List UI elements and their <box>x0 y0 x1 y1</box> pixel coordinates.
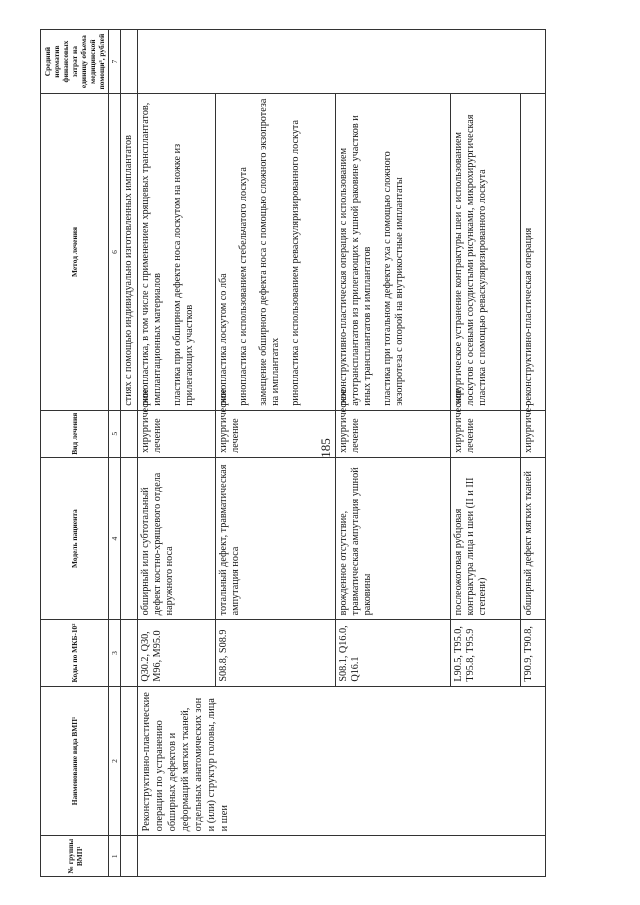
icd-codes: S08.1, Q16.0, Q16.1 <box>336 619 451 685</box>
col-number: 6 <box>109 93 121 410</box>
page-number: 185 <box>317 438 333 458</box>
treatment-method <box>336 93 451 410</box>
patient-model: тотальный дефект, травматическая ампутация носа <box>216 457 336 620</box>
icd-codes: S08.8, S08.9 <box>216 619 336 685</box>
treatment-method <box>451 93 521 410</box>
method-item: ринопластика с использованием стебельчатого лоскута <box>238 166 249 406</box>
col-number: 1 <box>109 835 121 876</box>
header-treatment-type: Вид лечения <box>41 410 109 457</box>
patient-model: врожденное отсутствие, травматическая ампутация ушной раковины <box>336 457 451 620</box>
group-number-cell <box>138 835 546 876</box>
method-item: пластика при тотальном дефекте уха с помощью сложного экзопротеза с опорой на внутрикостные имплантаты <box>382 150 405 406</box>
treatment-type: хирургическое лечение <box>138 410 216 457</box>
col-number: 5 <box>109 410 121 457</box>
method-item: ринопластика, в том числе с применением хрящевых трансплантатов, имплантационных материалов <box>140 102 163 406</box>
method-item: хирургическое устранение контрактуры шеи с использованием лоскутов с осевыми сосудистыми рисунками, микрохирургическая пластика с помощью реваскуляризированного лоскута <box>453 114 488 406</box>
treatment-method <box>521 93 546 410</box>
patient-model: обширный или субтотальный дефект костно-хрящевого отдела наружного носа <box>138 457 216 620</box>
vmp-table <box>40 29 546 877</box>
continuation-text: стиях с помощью индивидуально изготовленных имплантатов <box>121 93 138 410</box>
patient-model: обширный дефект мягких тканей <box>521 457 546 620</box>
treatment-method <box>138 93 216 410</box>
treatment-type: хирургическое лечение <box>336 410 451 457</box>
col-number: 7 <box>109 29 121 93</box>
method-item: ринопластика с использованием реваскуляризированного лоскута <box>290 119 301 406</box>
header-treatment-method: Метод лечения <box>41 93 109 410</box>
header-cost-standard: Средний норматив финансовых затрат на единицу объема медицинской помощи³, рублей <box>41 29 109 93</box>
icd-codes: T90.9, T90.8, <box>521 619 546 685</box>
header-patient-model: Модель пациента <box>41 457 109 620</box>
icd-codes: L90.5, T95.0, T95.8, T95.9 <box>451 619 521 685</box>
col-number: 2 <box>109 686 121 836</box>
treatment-method <box>216 93 336 410</box>
method-item: реконструктивно-пластическая операция с использованием аутотрансплантатов из прилегающих к ушной раковине участков и иных трансплантатов и имплантатов <box>338 114 373 406</box>
treatment-type: хирургиче- <box>521 410 546 457</box>
method-item: замещение обширного дефекта носа с помощью сложного экзопротеза на имплантатах <box>258 98 281 406</box>
group-name-cell: Реконструктивно-пластические операции по устранению обширных дефектов и деформаций мягких тканей, отдельных анатомических зон и (или) структур головы, лица и шеи <box>138 686 546 836</box>
col-number: 3 <box>109 619 121 685</box>
table-row <box>138 29 216 876</box>
treatment-type: хирургическое лечение <box>451 410 521 457</box>
header-icd-codes: Коды по МКБ-10² <box>41 619 109 685</box>
method-item: ринопластика лоскутом со лба <box>218 272 229 406</box>
header-group-number: № группы ВМП¹ <box>41 835 109 876</box>
column-number-row <box>109 29 121 876</box>
header-row <box>41 29 109 876</box>
patient-model: послеожоговая рубцовая контрактура лица и шеи (II и III степени) <box>451 457 521 620</box>
cost-cell <box>138 29 546 93</box>
icd-codes: Q30.2, Q30, M96, M95.0 <box>138 619 216 685</box>
treatment-type: хирургическое лечение <box>216 410 336 457</box>
method-item: пластика при обширном дефекте носа лоскутом на ножке из прилегающих участков <box>172 143 195 406</box>
header-vmp-name: Наименование вида ВМП¹ <box>41 686 109 836</box>
col-number: 4 <box>109 457 121 620</box>
table-row <box>121 29 138 876</box>
medical-care-table-page <box>40 29 600 877</box>
method-item: реконструктивно-пластическая операция <box>523 227 534 406</box>
